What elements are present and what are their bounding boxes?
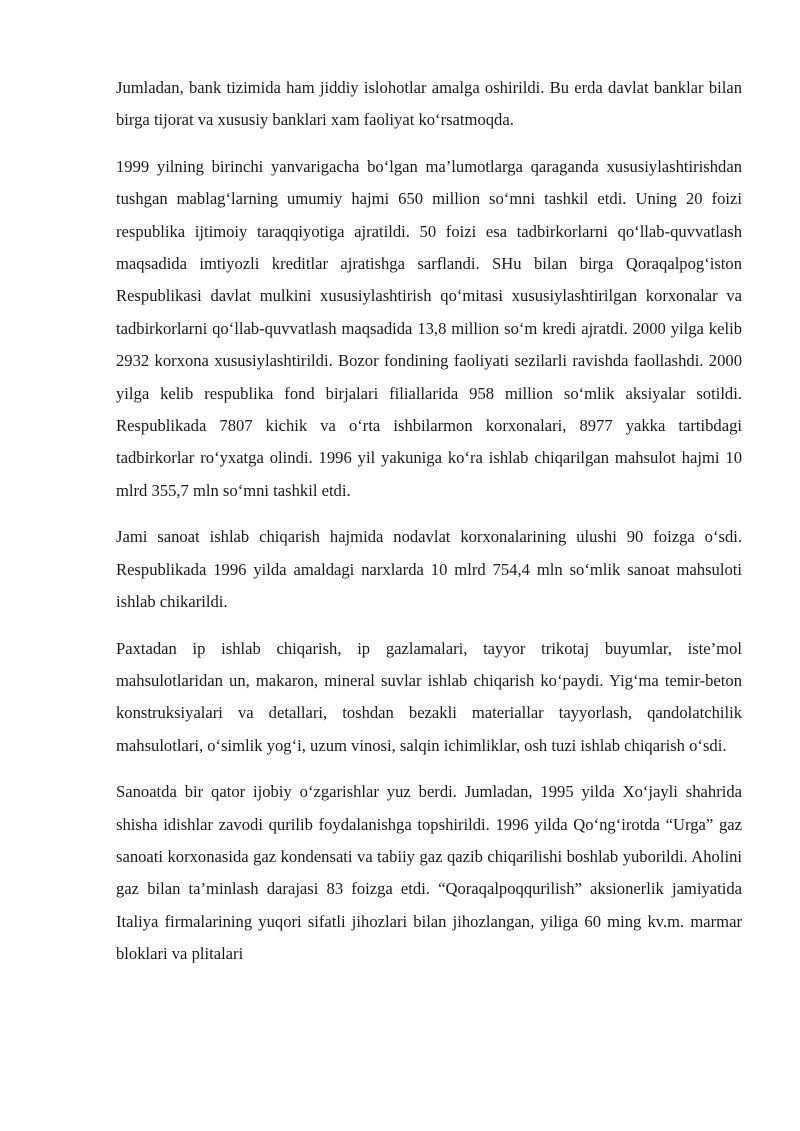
paragraph-privatization: 1999 yilning birinchi yanvarigacha bo‘lgan ma’lumotlarga qaraganda xususiylashtirishdan tushgan mablag‘larning umumiy hajmi 650 million so‘mni tashkil etdi. Uning 20 foizi respublika ijtimoiy taraqqiyotiga ajratildi. 50 foizi esa tadbirkorlarni qo‘llab-quvvatlash maqsadida imtiyozli kreditlar ajratishga sarflandi. SHu bilan birga Qoraqalpog‘iston Respublikasi davlat mulkini xususiylashtirish qo‘mitasi xususiylashtirilgan korxonalar va tadbirkorlarni qo‘llab-quvvatlash maqsadida 13,8 million so‘m kredi ajratdi. 2000 yilga kelib 2932 korxona xususiylashtirildi. Bozor fondining faoliyati sezilarli ravishda faollashdi. 2000 yilga kelib respublika fond birjalari filiallarida 958 million so‘mlik aksiyalar sotildi. Respublikada 7807 kichik va o‘rta ishbilarmon korxonalari, 8977 yakka tartibdagi tadbirkorlar ro‘yxatga olindi. 1996 yil yakuniga ko‘ra ishlab chiqarilgan mahsulot hajmi 10 mlrd 355,7 mln so‘mni tashkil etdi. bbox=[116, 156, 742, 500]
paragraph-production-growth: Paxtadan ip ishlab chiqarish, ip gazlamalari, tayyor trikotaj buyumlar, iste’mol mahsulotlaridan un, makaron, mineral suvlar ishlab chiqarish ko‘paydi. Yig‘ma temir-beton konstruksiyalari va detallari, toshdan bezakli materiallar tayyorlash, qandolatchilik mahsulotlari, o‘simlik yog‘i, uzum vinosi, salqin ichimliklar, osh tuzi ishlab chiqarish o‘sdi. bbox=[116, 638, 742, 755]
document-page bbox=[116, 72, 742, 971]
paragraph-industry-changes: Sanoatda bir qator ijobiy o‘zgarishlar yuz berdi. Jumladan, 1995 yilda Xo‘jayli shahrida shisha idishlar zavodi qurilib foydalanishga topshirildi. 1996 yilda Qo‘ng‘irotda “Urga” gaz sanoati korxonasida gaz kondensati va tabiiy gaz qazib chiqarilishi boshlab yuborildi. Aholini gaz bilan ta’minlash darajasi 83 foizga etdi. “Qoraqalpoqqurilish” aksionerlik jamiyatida Italiya firmalarining yuqori sifatli jihozlari bilan jihozlangan, yiliga 60 ming kv.m. marmar bloklari va plitalari bbox=[116, 782, 742, 964]
paragraph-industry-share: Jami sanoat ishlab chiqarish hajmida nodavlat korxonalarining ulushi 90 foizga o‘sdi. Respublikada 1996 yilda amaldagi narxlarda 10 mlrd 754,4 mln so‘mlik sanoat mahsuloti ishlab chikarildi. bbox=[116, 527, 742, 612]
paragraph-banking: Jumladan, bank tizimida ham jiddiy islohotlar amalga oshirildi. Bu erda davlat banklar bilan birga tijorat va xususiy banklari xam faoliyat ko‘rsatmoqda. bbox=[116, 78, 742, 130]
